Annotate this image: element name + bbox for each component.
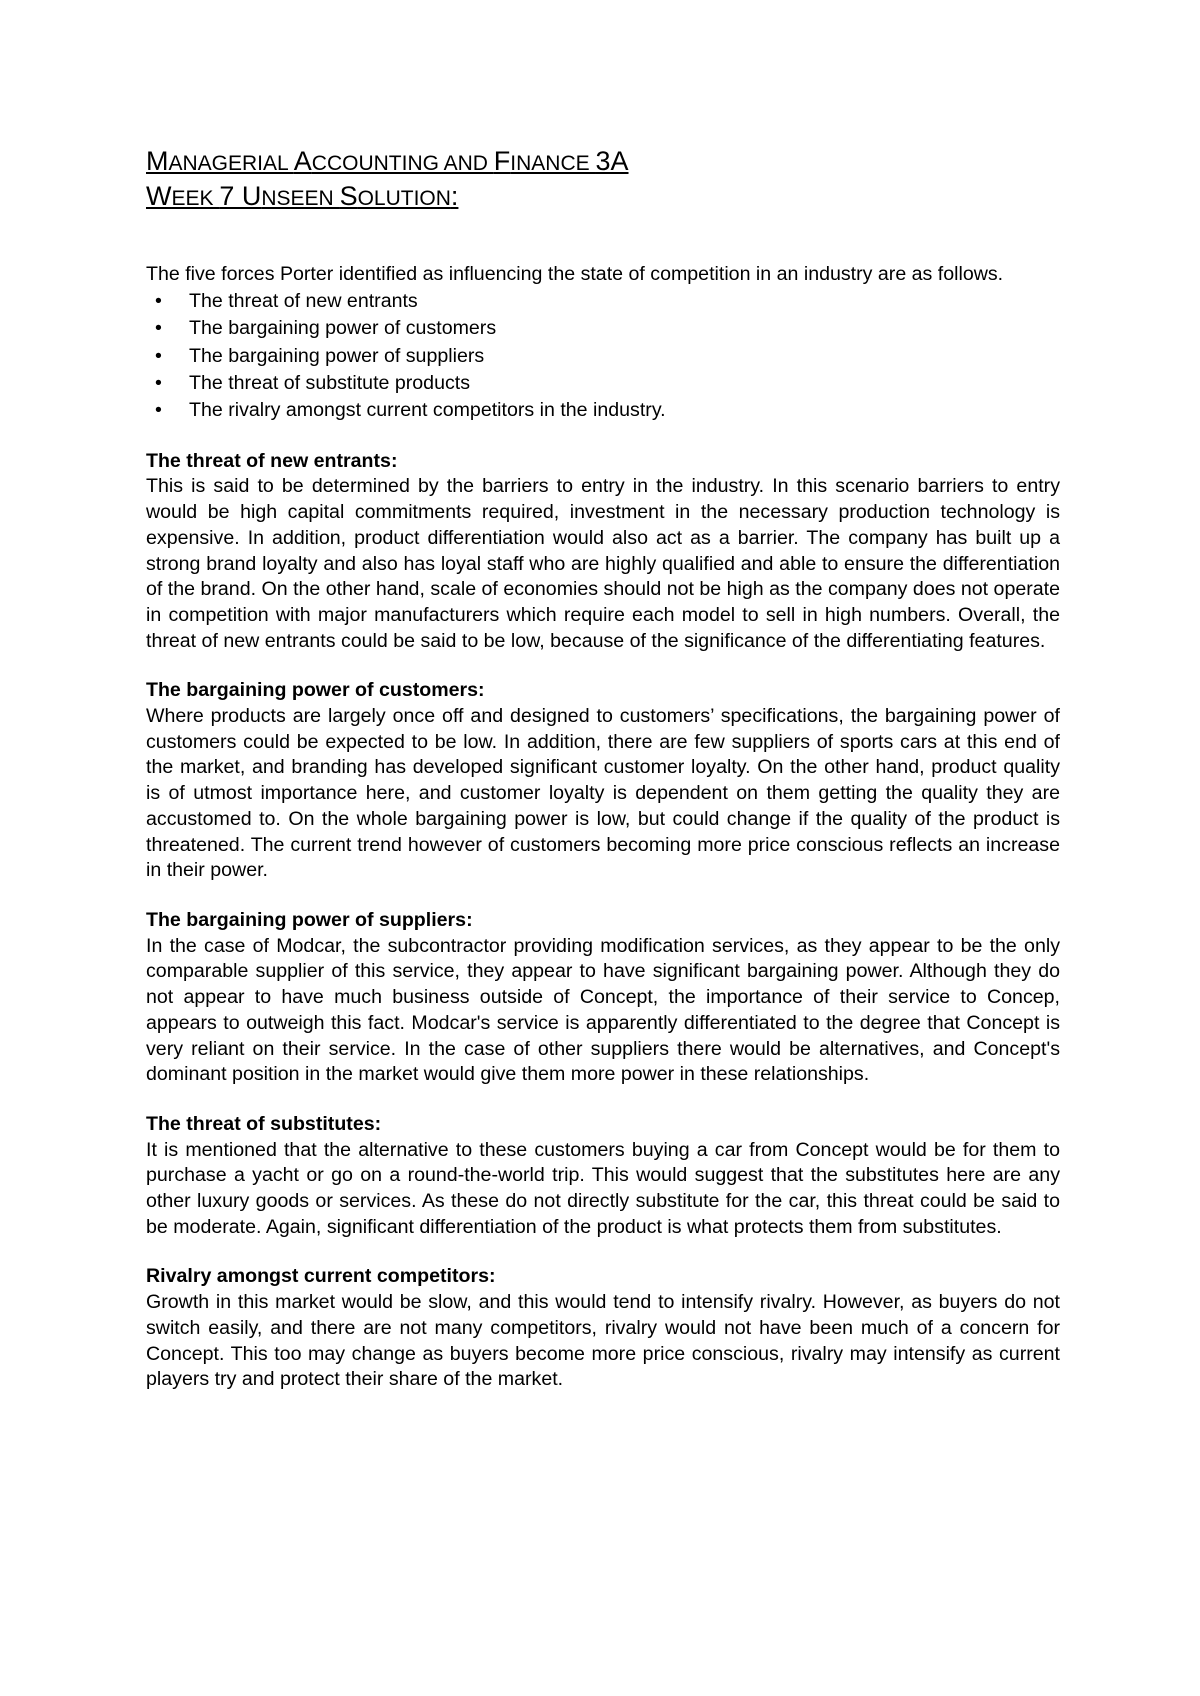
title-line2-part: NSEEN [261,187,340,210]
section-body: It is mentioned that the alternative to these customers buying a car from Concept would be for them to purchase a yacht or go on a round-the-world trip. This would suggest that the substitutes here are any other luxury goods or services. As these do not directly substitute for the car, this threat could be said to be moderate. Again, significant differentiation of the product is what protects them from substitutes. [146,1138,1060,1238]
section-body: This is said to be determined by the barriers to entry in the industry. In this scenario barriers to entry would be high capital commitments required, investment in the necessary production technology is expensive. In addition, product differentiation would also act as a barrier. The company has built up a strong brand loyalty and also has loyal staff who are highly qualified and able to ensure the differentiation of the brand. On the other hand, scale of economies should not be high as the company does not operate in competition with major manufacturers which require each model to sell in high numbers. Overall, the threat of new entrants could be said to be low, because of the significance of the differentiating features. [146,475,1060,652]
title-line1-part: INANCE [510,152,596,175]
section-heading: The threat of new entrants: [146,449,398,472]
intro-paragraph: The five forces Porter identified as influencing the state of competition in an industry are as follows. [146,263,1004,285]
title-line2-part: : [450,181,459,211]
title-line2-part: EEK [171,187,220,210]
title-line2-part: OLUTION [357,187,451,210]
section-substitutes [146,1112,1060,1241]
title-line1-part: CCOUNTING AND [311,152,494,175]
section-rivalry [146,1264,1060,1393]
section-heading: The threat of substitutes: [146,1112,382,1135]
section-suppliers [146,908,1060,1088]
title-line1-part: 3A [595,146,629,176]
title-line2-part: 7 U [219,181,262,211]
title-line2-part: W [146,181,172,211]
section-heading: The bargaining power of suppliers: [146,908,473,931]
section-customers [146,678,1060,884]
section-body: In the case of Modcar, the subcontractor providing modification services, as they appear to be the only comparable supplier of this service, they appear to have significant bargaining power. Although they do not appear to have much business outside of Concept, the importance of their service to Concep, appears to outweigh this fact. Modcar's service is apparently differentiated to the degree that Concept is very reliant on their service. In the case of other suppliers there would be alternatives, and Concept's dominant position in the market would give them more power in these relationships. [146,934,1060,1086]
section-heading: Rivalry amongst current competitors: [146,1265,496,1288]
forces-list-item: • The rivalry amongst current competitors in the industry. [146,397,1060,424]
forces-list-item: • The threat of new entrants [146,288,1060,315]
title-line1-part: F [493,146,511,176]
section-new-entrants [146,449,1060,655]
forces-list-item: • The bargaining power of suppliers [146,343,1060,370]
forces-list-item: • The bargaining power of customers [146,315,1060,342]
section-body: Where products are largely once off and designed to customers’ specifications, the bargaining power of customers could be expected to be low. In addition, there are few suppliers of sports cars at this end of the market, and branding has developed significant customer loyalty. On the other hand, product quality is of utmost importance here, and customer loyalty is dependent on them getting the quality they are accustomed to. On the whole bargaining power is low, but could change if the quality of the product is threatened. The current trend however of customers becoming more price conscious reflects an increase in their power. [146,705,1060,882]
section-body: Growth in this market would be slow, and this would tend to intensify rivalry. However, as buyers do not switch easily, and there are not many competitors, rivalry would not have been much of a concern for Concept. This too may change as buyers become more price conscious, rivalry may intensify as current players try and protect their share of the market. [146,1291,1060,1391]
document-page [146,145,1060,1393]
title-line1-part: ANAGERIAL [168,152,294,175]
title-line2-part: S [339,181,358,211]
forces-list-item: • The threat of substitute products [146,370,1060,397]
section-heading: The bargaining power of customers: [146,679,485,702]
title-line1-part: M [146,146,169,176]
title-line1-part: A [293,146,312,176]
forces-list [146,288,1060,425]
document-title [146,145,1060,215]
